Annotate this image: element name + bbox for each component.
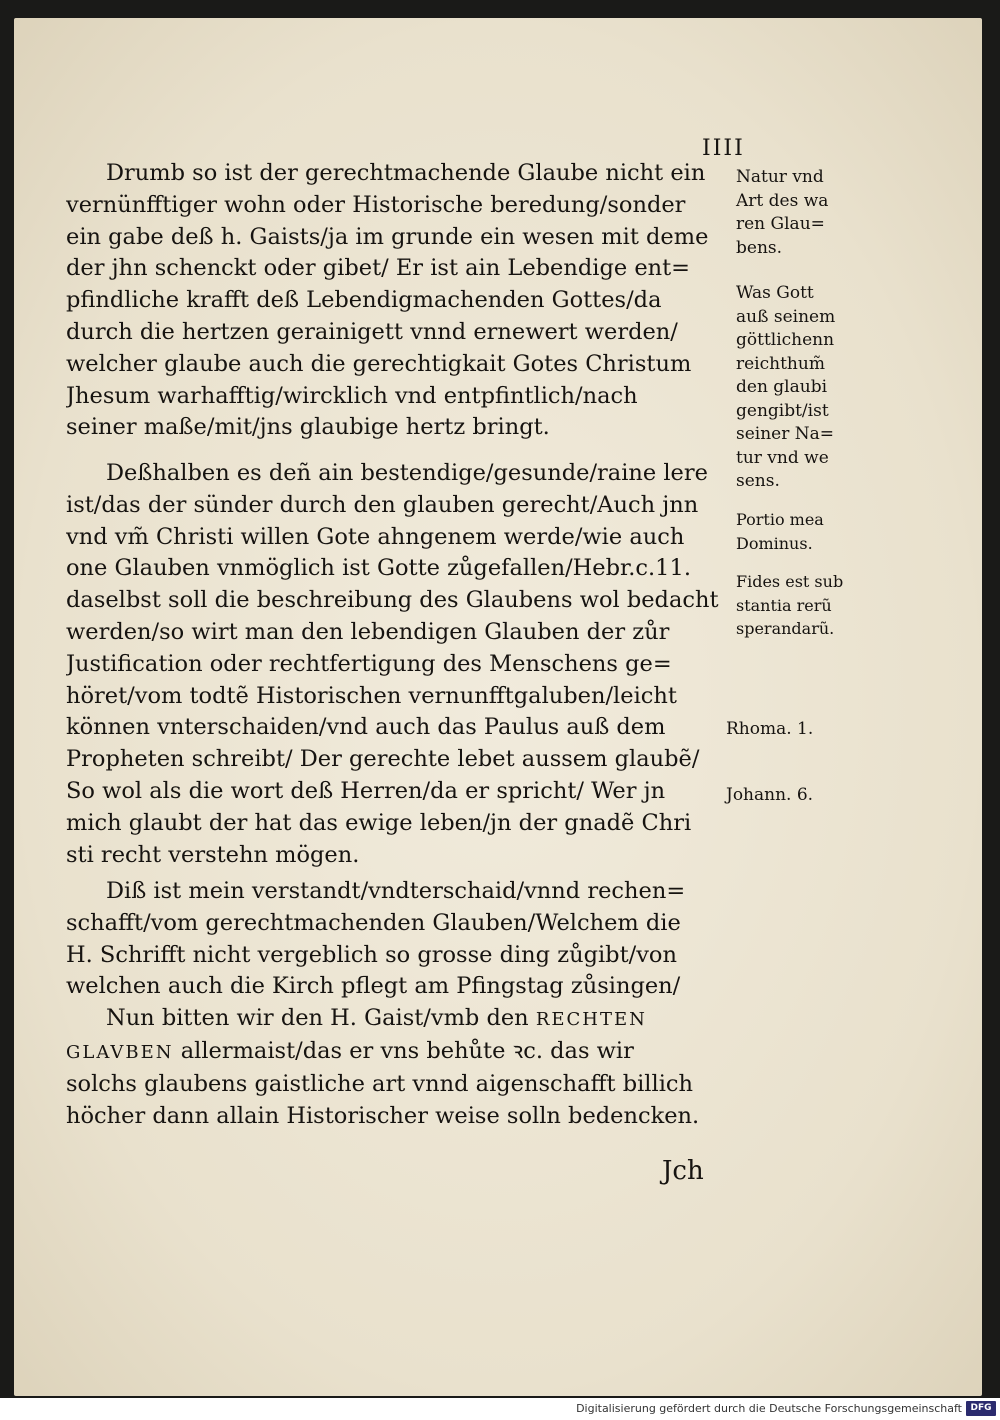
text-line: pfindliche krafft deß Lebendigmachenden Gottes/da xyxy=(66,287,662,314)
margin-line: sperandarũ. xyxy=(736,619,835,638)
margin-line: Portio mea xyxy=(736,510,824,529)
margin-line: gengibt/ist xyxy=(736,400,829,421)
text-line xyxy=(66,1036,730,1069)
text-line: vnd vm̃ Christi willen Gote ahngenem werde/wie auch xyxy=(66,523,685,550)
margin-line: den glaubi xyxy=(736,377,828,397)
margin-line: seiner Na= xyxy=(736,424,835,444)
text-line: ein gabe deß h. Gaists/ja im grunde ein wesen mit deme xyxy=(66,223,709,250)
text-line: sti recht verstehn mögen. xyxy=(66,841,360,868)
text-line: So wol als die wort deß Herren/da er spricht/ Wer jn xyxy=(66,777,666,804)
paragraph-1 xyxy=(66,158,730,444)
text-line: solchs glaubens gaistliche art vnnd aigenschafft billich xyxy=(66,1070,693,1097)
margin-note-4 xyxy=(736,570,843,641)
text-line: Jhesum warhafftig/wircklich vnd entpfintlich/nach xyxy=(66,382,638,409)
text-line: schafft/vom gerechtmachenden Glauben/Welchem die xyxy=(66,909,681,936)
text-span: Nun bitten wir den H. Gaist/vmb den xyxy=(106,1005,529,1032)
text-line: seiner maße/mit/jns glaubige hertz bringt. xyxy=(66,414,550,441)
margin-line: Natur vnd xyxy=(736,167,824,187)
margin-line: göttlichenn xyxy=(736,330,835,350)
text-line xyxy=(66,1003,730,1036)
folio-number: IIII xyxy=(702,136,745,161)
margin-line: Dominus. xyxy=(736,533,813,553)
margin-line: Was Gott xyxy=(736,283,814,303)
margin-line: auß seinem xyxy=(736,306,836,327)
margin-line: ren Glau= xyxy=(736,214,825,234)
text-line: Propheten schreibt/ Der gerechte lebet aussem glaubẽ/ xyxy=(66,746,700,773)
dfg-logo-icon: DFG xyxy=(966,1401,996,1416)
text-line: können vnterschaiden/vnd auch das Paulus auß dem xyxy=(66,714,666,741)
text-line: werden/so wirt man den lebendigen Glauben der zůr xyxy=(66,618,670,645)
text-line: one Glauben vnmöglich ist Gotte zůgefallen/Hebr.c.11. xyxy=(66,555,691,582)
margin-note-2 xyxy=(736,282,835,494)
text-span: allermaist/das er vns behůte ꝛc. das wir xyxy=(180,1037,634,1064)
margin-note-6: Johann. 6. xyxy=(726,785,814,805)
book-page xyxy=(14,18,982,1396)
margin-note-3 xyxy=(736,508,824,555)
text-line: H. Schrifft nicht vergeblich so grosse ding zůgibt/von xyxy=(66,941,677,968)
text-line: der jhn schenckt oder gibet/ Er ist ain Lebendige ent= xyxy=(66,255,691,282)
paragraph-3 xyxy=(66,876,730,1132)
text-line: Diß ist mein verstandt/vndterschaid/vnnd rechen= xyxy=(106,878,686,904)
text-line: höcher dann allain Historischer weise solln bedencken. xyxy=(66,1102,700,1129)
margin-line: tur vnd we xyxy=(736,447,829,468)
margin-note-5: Rhoma. 1. xyxy=(726,719,814,739)
margin-line: Fides est sub xyxy=(736,572,844,591)
margin-line: bens. xyxy=(736,237,783,258)
text-line: daselbst soll die beschreibung des Glaubens wol bedacht xyxy=(66,587,719,614)
margin-line: reichthum̃ xyxy=(736,353,825,374)
small-caps-rechten: RECHTEN xyxy=(535,1009,647,1031)
paragraph-2 xyxy=(66,458,730,871)
text-line: welchen auch die Kirch pflegt am Pfingstag zůsingen/ xyxy=(66,973,681,1000)
margin-line: sens. xyxy=(736,471,780,491)
small-caps-glauben: GLAVBEN xyxy=(66,1041,174,1063)
text-line: vernünfftiger wohn oder Historische beredung/sonder xyxy=(66,191,686,218)
margin-line: Art des wa xyxy=(736,190,829,211)
text-line: Drumb so ist der gerechtmachende Glaube nicht ein xyxy=(106,160,706,186)
footer-credit: Digitalisierung gefördert durch die Deutsche Forschungsgemeinschaft xyxy=(576,1402,962,1415)
text-line: ist/das der sünder durch den glauben gerecht/Auch jnn xyxy=(66,491,699,518)
text-line: Deßhalben es deñ ain bestendige/gesunde/raine lere xyxy=(106,460,708,486)
text-line: durch die hertzen gerainigett vnnd ernewert werden/ xyxy=(66,318,678,345)
text-line: höret/vom todtẽ Historischen vernunfftgaluben/leicht xyxy=(66,682,677,709)
text-line: Justification oder rechtfertigung des Menschens ge= xyxy=(66,650,672,677)
margin-note-1 xyxy=(736,166,828,260)
catchword: Jch xyxy=(662,1156,704,1186)
text-line: welcher glaube auch die gerechtigkait Gotes Christum xyxy=(66,350,692,377)
text-line: mich glaubt der hat das ewige leben/jn der gnadẽ Chri xyxy=(66,809,692,836)
footer-bar xyxy=(0,1398,1000,1420)
margin-line: stantia rerũ xyxy=(736,595,832,615)
